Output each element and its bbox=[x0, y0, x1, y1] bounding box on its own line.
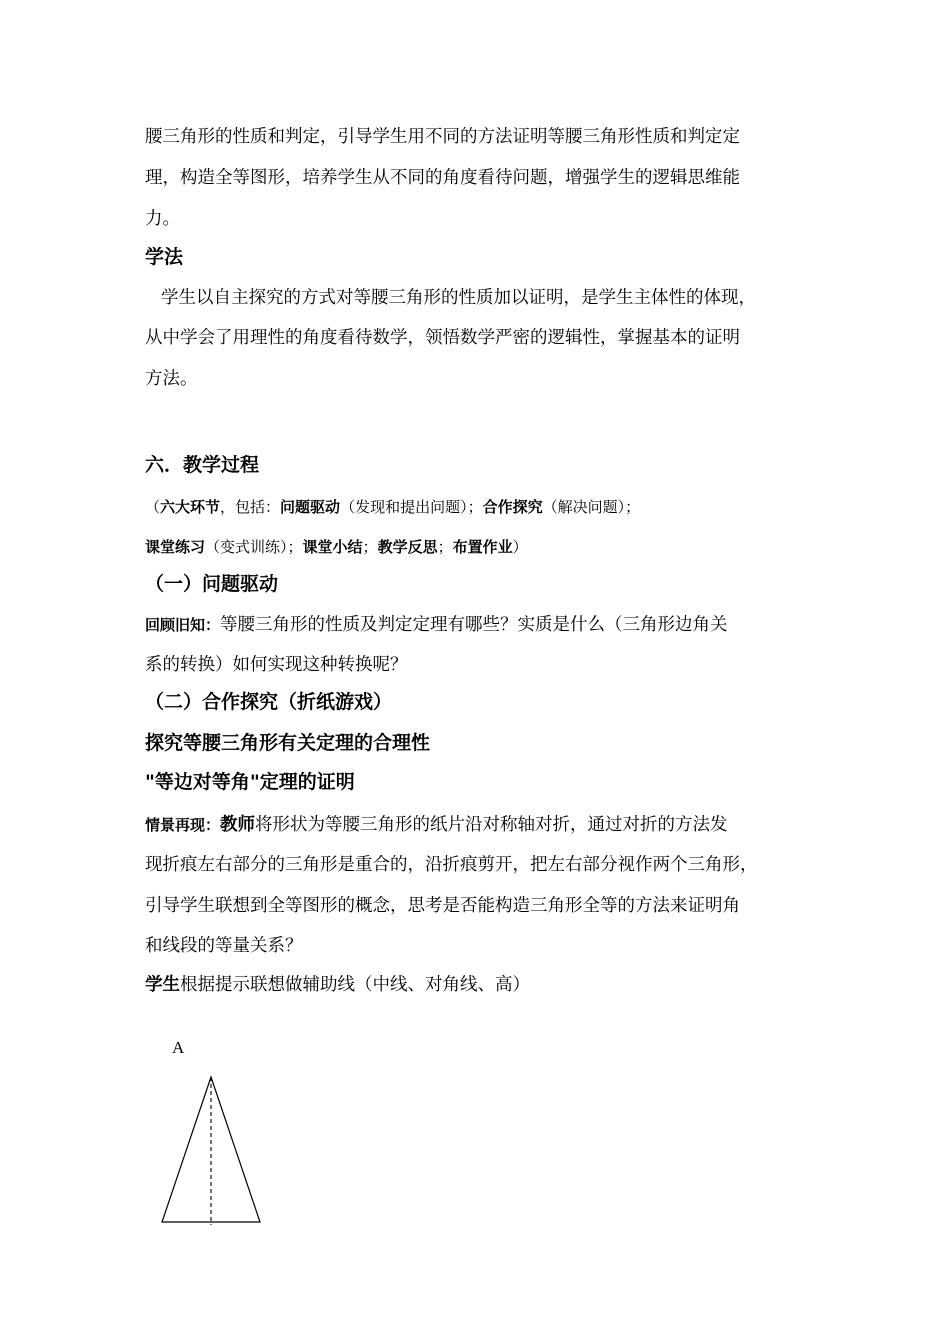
student-line bbox=[145, 973, 530, 997]
student-text: 根据提示联想做辅助线（中线、对角线、高） bbox=[180, 975, 530, 995]
intro-bold-term: 课堂练习 bbox=[145, 538, 206, 556]
intro-bold-term: 教学反思 bbox=[377, 538, 438, 556]
part1-review-line2: 系的转换）如何实现这种转换呢？ bbox=[145, 655, 408, 675]
xuefa-line3: 方法。 bbox=[145, 369, 198, 389]
part2-sub1: 探究等腰三角形有关定理的合理性 bbox=[145, 732, 431, 754]
xuefa-line1: 学生以自主探究的方式对等腰三角形的性质加以证明，是学生主体性的体现， bbox=[161, 288, 756, 308]
section6-intro-line2 bbox=[145, 535, 528, 559]
xuefa-line2: 从中学会了用理性的角度看待数学，领悟数学严密的逻辑性，掌握基本的证明 bbox=[145, 328, 740, 348]
intro-text: （解决问题）； bbox=[542, 498, 641, 516]
scene-label: 情景再现： bbox=[145, 816, 221, 834]
intro-bold-term: 六大环节 bbox=[160, 498, 221, 516]
intro-text: （ bbox=[145, 498, 161, 516]
intro-bold-term: 合作探究 bbox=[482, 498, 543, 516]
intro-bold-term: 课堂小结 bbox=[302, 538, 363, 556]
para1-line1: 腰三角形的性质和判定，引导学生用不同的方法证明等腰三角形性质和判定定 bbox=[145, 127, 740, 147]
isosceles-triangle-figure bbox=[150, 1030, 280, 1235]
intro-text: ） bbox=[512, 538, 528, 556]
section6-intro-line1 bbox=[145, 495, 640, 519]
scene-line2: 现折痕左右部分的三角形是重合的，沿折痕剪开，把左右部分视作两个三角形， bbox=[145, 855, 758, 875]
part2-heading: （二）合作探究（折纸游戏） bbox=[145, 691, 393, 713]
intro-text: （发现和提出问题）； bbox=[340, 498, 483, 516]
scene-line1 bbox=[145, 813, 728, 837]
section6-heading: 六．教学过程 bbox=[145, 454, 260, 476]
intro-text: ； bbox=[437, 538, 453, 556]
student-label: 学生 bbox=[145, 975, 180, 995]
vertex-a-label: A bbox=[172, 1038, 185, 1057]
para1-line3: 力。 bbox=[145, 209, 180, 229]
scene-text: 将形状为等腰三角形的纸片沿对称轴对折，通过对折的方法发 bbox=[255, 815, 728, 835]
intro-text: ； bbox=[362, 538, 378, 556]
review-label: 回顾旧知： bbox=[145, 616, 221, 634]
scene-line3: 引导学生联想到全等图形的概念，思考是否能构造三角形全等的方法来证明角 bbox=[145, 896, 740, 916]
part2-sub2: "等边对等角"定理的证明 bbox=[145, 771, 355, 793]
intro-text: ，包括： bbox=[220, 498, 281, 516]
para1-line2: 理，构造全等图形，培养学生从不同的角度看待问题，增强学生的逻辑思维能 bbox=[145, 168, 740, 188]
review-text: 等腰三角形的性质及判定定理有哪些？实质是什么（三角形边角关 bbox=[220, 615, 728, 635]
intro-bold-term: 布置作业 bbox=[452, 538, 513, 556]
part1-heading: （一）问题驱动 bbox=[145, 573, 279, 595]
intro-bold-term: 问题驱动 bbox=[280, 498, 341, 516]
xuefa-heading: 学法 bbox=[145, 246, 184, 268]
teacher-label: 教师 bbox=[220, 815, 256, 835]
part1-review-line1 bbox=[145, 613, 728, 637]
scene-line4: 和线段的等量关系？ bbox=[145, 936, 303, 956]
intro-text: （变式训练）； bbox=[205, 538, 303, 556]
